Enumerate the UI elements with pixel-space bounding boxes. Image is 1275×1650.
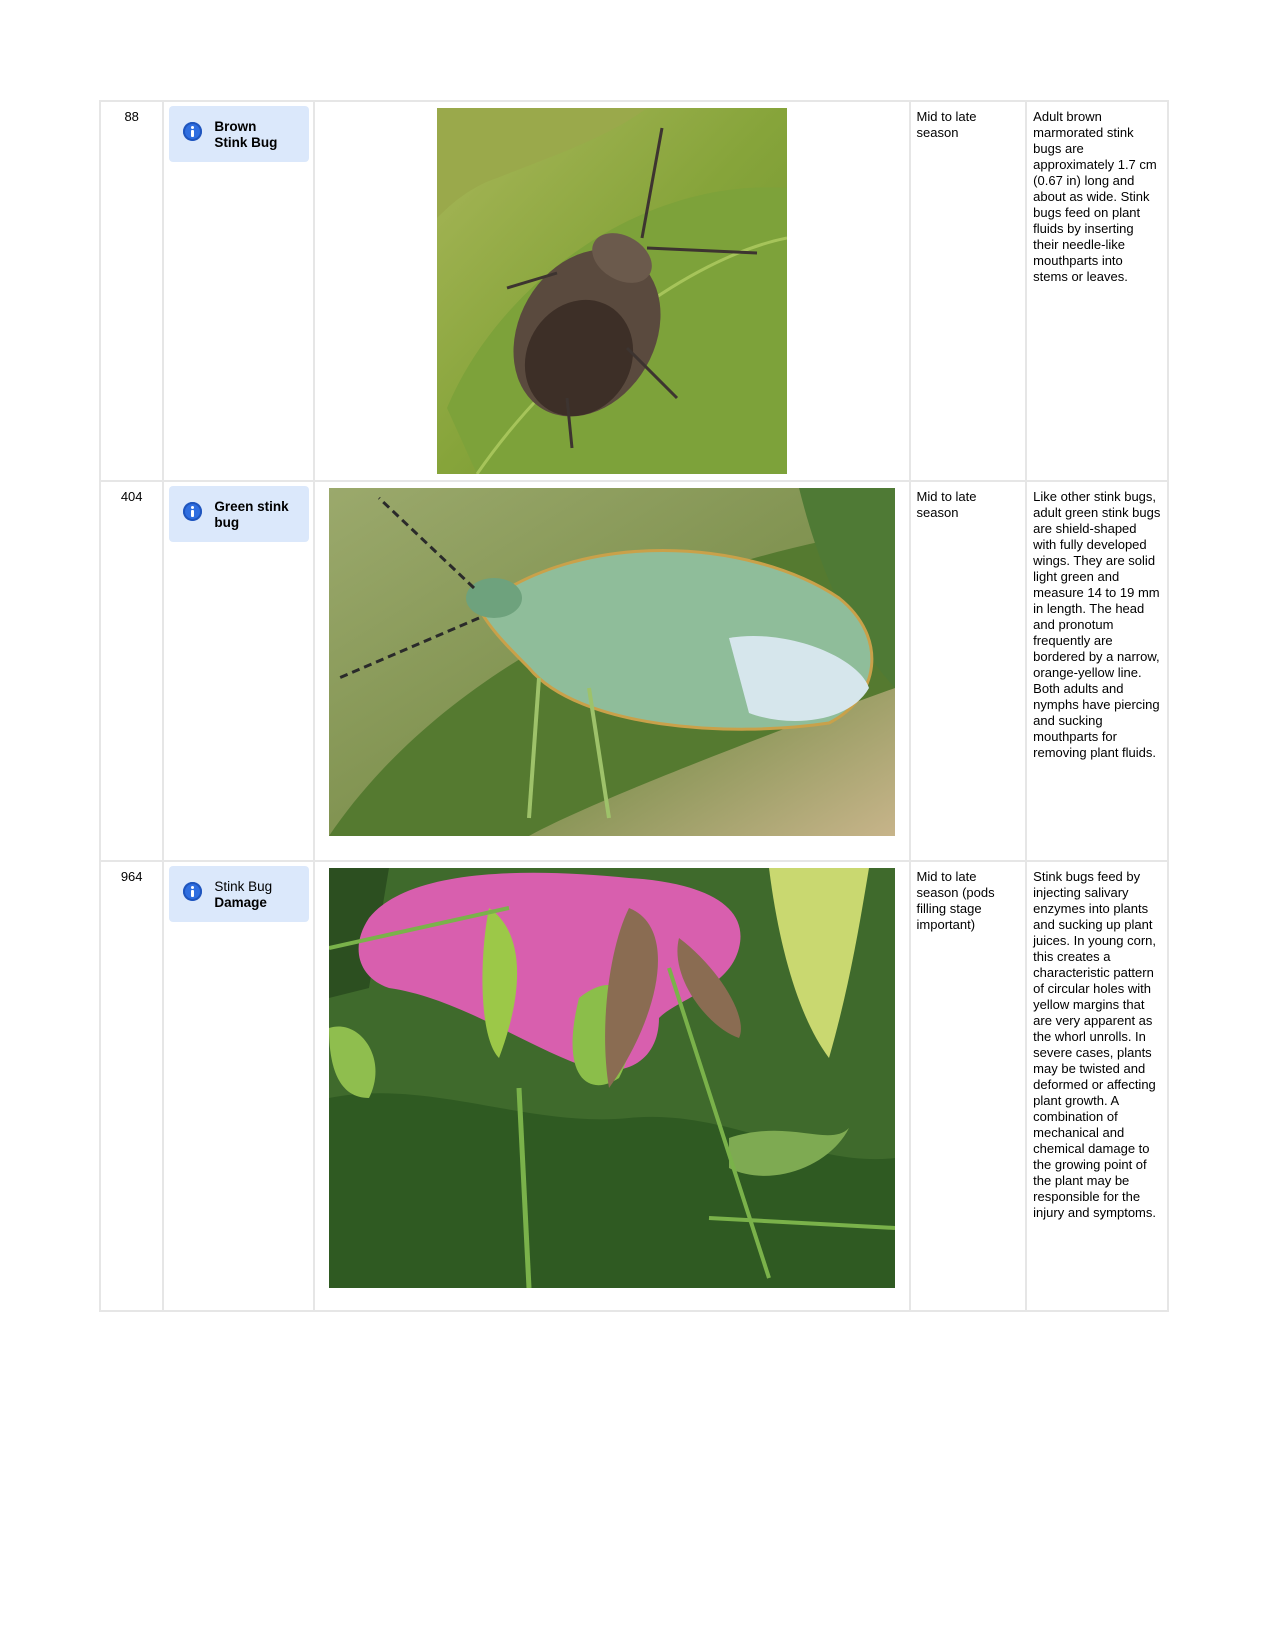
- table-row: [100, 101, 1168, 481]
- photo-cell: [314, 481, 909, 861]
- timing-cell: Mid to late season: [910, 481, 1027, 861]
- info-icon: [183, 502, 202, 521]
- pest-name-cell: [163, 101, 314, 481]
- pest-name-line2: Damage: [214, 895, 267, 910]
- pest-name-chip[interactable]: [169, 866, 309, 922]
- description-cell: Stink bugs feed by injecting salivary enzymes into plants and sucking up plant juices. In young corn, this creates a characteristic pattern of circular holes with yellow margins that are very apparent as the whorl unrolls. In severe cases, plants may be twisted and deformed or affecting plant growth. A combination of mechanical and chemical damage to the growing point of the plant may be responsible for the injury and symptoms.: [1026, 861, 1168, 1311]
- row-number: 964: [100, 861, 163, 1311]
- photo-cell: [314, 861, 909, 1311]
- brown-stink-bug-photo: [437, 108, 787, 474]
- info-icon: [183, 122, 202, 141]
- pest-name-line1: Stink Bug: [214, 879, 273, 894]
- pest-table: [99, 100, 1169, 1312]
- table-row: [100, 481, 1168, 861]
- pest-name-chip[interactable]: [169, 106, 309, 162]
- pest-name-line2: Stink Bug: [214, 135, 278, 150]
- timing-cell: Mid to late season: [910, 101, 1027, 481]
- row-number: 404: [100, 481, 163, 861]
- stink-bug-damage-photo: [329, 868, 895, 1288]
- info-icon: [183, 882, 202, 901]
- timing-cell: Mid to late season (pods filling stage important): [910, 861, 1027, 1311]
- table-row: [100, 861, 1168, 1311]
- pest-name-cell: [163, 861, 314, 1311]
- description-cell: Like other stink bugs, adult green stink bugs are shield-shaped with fully developed wings. They are solid light green and measure 14 to 19 mm in length. The head and pronotum frequently are bordered by a narrow, orange-yellow line. Both adults and nymphs have piercing and sucking mouthparts for removing plant fluids.: [1026, 481, 1168, 861]
- pest-name-chip[interactable]: [169, 486, 309, 542]
- description-cell: Adult brown marmorated stink bugs are approximately 1.7 cm (0.67 in) long and about as wide. Stink bugs feed on plant fluids by inserting their needle-like mouthparts into stems or leaves.: [1026, 101, 1168, 481]
- photo-cell: [314, 101, 909, 481]
- green-stink-bug-photo: [329, 488, 895, 836]
- pest-name-cell: [163, 481, 314, 861]
- row-number: 88: [100, 101, 163, 481]
- pest-name-line1: Brown: [214, 119, 257, 134]
- pest-name-line2: bug: [214, 515, 240, 530]
- pest-name-line1: Green stink: [214, 499, 289, 514]
